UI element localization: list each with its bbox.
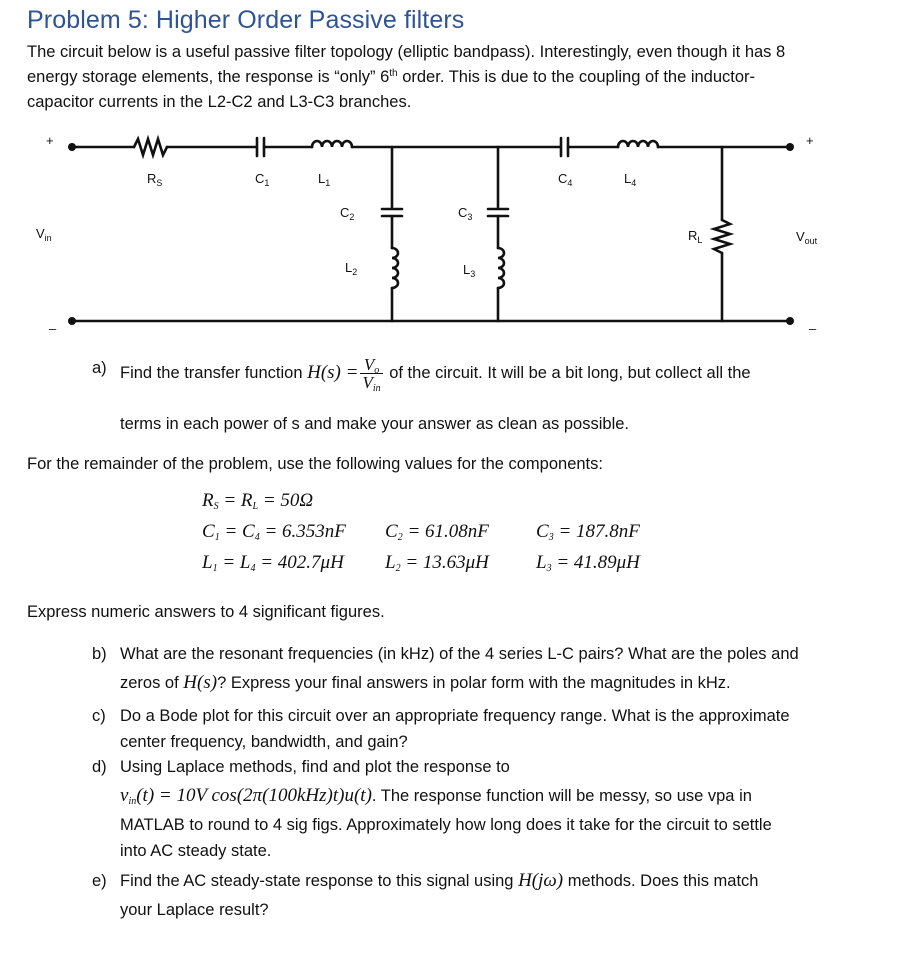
- l1-inductor: [312, 141, 352, 147]
- problem-title: Problem 5: Higher Order Passive filters: [27, 6, 465, 34]
- l2-inductor: [392, 248, 398, 288]
- intro-line-3: capacitor currents in the L2-C2 and L3-C3 branches.: [27, 93, 412, 111]
- part-e-line-2: your Laplace result?: [120, 901, 269, 919]
- part-b-text: [120, 641, 880, 696]
- l3-inductor: [498, 248, 504, 288]
- l3-label: $L_3$: [463, 262, 476, 279]
- part-b-letter: b): [92, 645, 107, 663]
- resistor-values: $R_S = R_L = 50\Omega$: [202, 490, 314, 512]
- l4-inductor: [618, 141, 658, 147]
- l1-label: $L_1$: [318, 171, 331, 188]
- input-signal-expression: $v_{in}(t) = 10V$ cos(2π(100kHz)t)u(t): [120, 785, 372, 807]
- part-c-line-2: center frequency, bandwidth, and gain?: [120, 733, 408, 751]
- part-d-line-4: into AC steady state.: [120, 842, 272, 860]
- h-of-jw-symbol: H(jω): [518, 870, 564, 891]
- terminal-in-bottom: [68, 317, 76, 325]
- remainder-text: For the remainder of the problem, use the following values for the components:: [27, 455, 603, 473]
- intro-line-2: [27, 65, 887, 90]
- part-d-letter: d): [92, 758, 107, 776]
- part-c-line-1: Do a Bode plot for this circuit over an appropriate frequency range. What is the approximate: [120, 707, 790, 725]
- minus-right: –: [809, 321, 817, 336]
- part-a-letter: a): [92, 359, 107, 377]
- part-d-line-1: Using Laplace methods, find and plot the response to: [120, 758, 510, 776]
- terminal-out-top: [786, 143, 794, 151]
- rs-resistor: [134, 139, 167, 155]
- h-of-s-symbol: H(s): [183, 672, 218, 693]
- fraction-denominator: $V_{in}$: [362, 373, 381, 394]
- terminal-out-bottom: [786, 317, 794, 325]
- l3-value: $L_3 = 41.89\mu H$: [536, 552, 640, 574]
- rl-resistor: [714, 220, 730, 253]
- l2-label: $L_2$: [345, 260, 358, 277]
- part-a-intro: Find the transfer function: [120, 363, 308, 382]
- intro-line-1: The circuit below is a useful passive filter topology (elliptic bandpass). Interestingly, even though it has 8: [27, 43, 786, 61]
- circuit-diagram: [0, 120, 920, 345]
- c1-c4-value: $C_1 = C_4 = 6.353nF$: [202, 521, 346, 543]
- part-e-line-1: Find the AC steady-state response to this signal using H(jω) methods. Does this match: [120, 870, 759, 891]
- minus-left: –: [49, 321, 57, 336]
- c2-label: $C_2$: [340, 205, 355, 222]
- part-e-text: [120, 868, 880, 923]
- part-d-line-2: $v_{in}(t) = 10V$ cos(2π(100kHz)t)u(t). The response function will be messy, so use vpa in: [120, 785, 752, 807]
- c2-value: $C_2 = 61.08nF$: [385, 521, 489, 543]
- plus-right: +: [806, 133, 814, 148]
- part-c-text: [120, 703, 880, 755]
- l4-label: $L_4$: [624, 171, 637, 188]
- vout-label: $V_{out}$: [796, 229, 818, 246]
- rl-label: $R_L$: [688, 228, 703, 245]
- c3-label: $C_3$: [458, 205, 473, 222]
- l2-value: $L_2 = 13.63\mu H$: [385, 552, 489, 574]
- part-a-line-1: [120, 355, 900, 394]
- part-a-text: [120, 355, 900, 433]
- vo-over-vin-fraction: [360, 355, 382, 394]
- c3-value: $C_3 = 187.8nF$: [536, 521, 640, 543]
- sigfig-instruction: Express numeric answers to 4 significant figures.: [27, 603, 385, 621]
- l1-l4-value: $L_1 = L_4 = 402.7\mu H$: [202, 552, 344, 574]
- intro-line-2-start: energy storage elements, the response is “only” 6: [27, 68, 390, 86]
- vin-label: $V_{in}$: [36, 226, 52, 243]
- fraction-numerator: $V_o$: [360, 356, 382, 374]
- terminal-in-top: [68, 143, 76, 151]
- transfer-function-symbol: H(s) =: [307, 361, 359, 383]
- part-d-line-3: MATLAB to round to 4 sig figs. Approximately how long does it take for the circuit to settle: [120, 816, 772, 834]
- part-d-text: [120, 754, 880, 864]
- intro-paragraph: [27, 40, 887, 115]
- c4-label: $C_4$: [558, 171, 573, 188]
- plus-left: +: [46, 133, 54, 148]
- c1-label: $C_1$: [255, 171, 270, 188]
- intro-line-2-end: order. This is due to the coupling of the inductor-: [397, 68, 756, 86]
- part-e-letter: e): [92, 872, 107, 890]
- intro-superscript: th: [389, 68, 398, 79]
- rs-label: $R_S$: [147, 171, 163, 188]
- part-c-letter: c): [92, 707, 106, 725]
- part-a-rest: of the circuit. It will be a bit long, but collect all the: [384, 363, 751, 382]
- part-b-line-2: zeros of H(s)? Express your final answers in polar form with the magnitudes in kHz.: [120, 672, 731, 693]
- part-a-line-2: terms in each power of s and make your answer as clean as possible.: [120, 415, 630, 433]
- part-b-line-1: What are the resonant frequencies (in kHz) of the 4 series L-C pairs? What are the poles and: [120, 645, 799, 663]
